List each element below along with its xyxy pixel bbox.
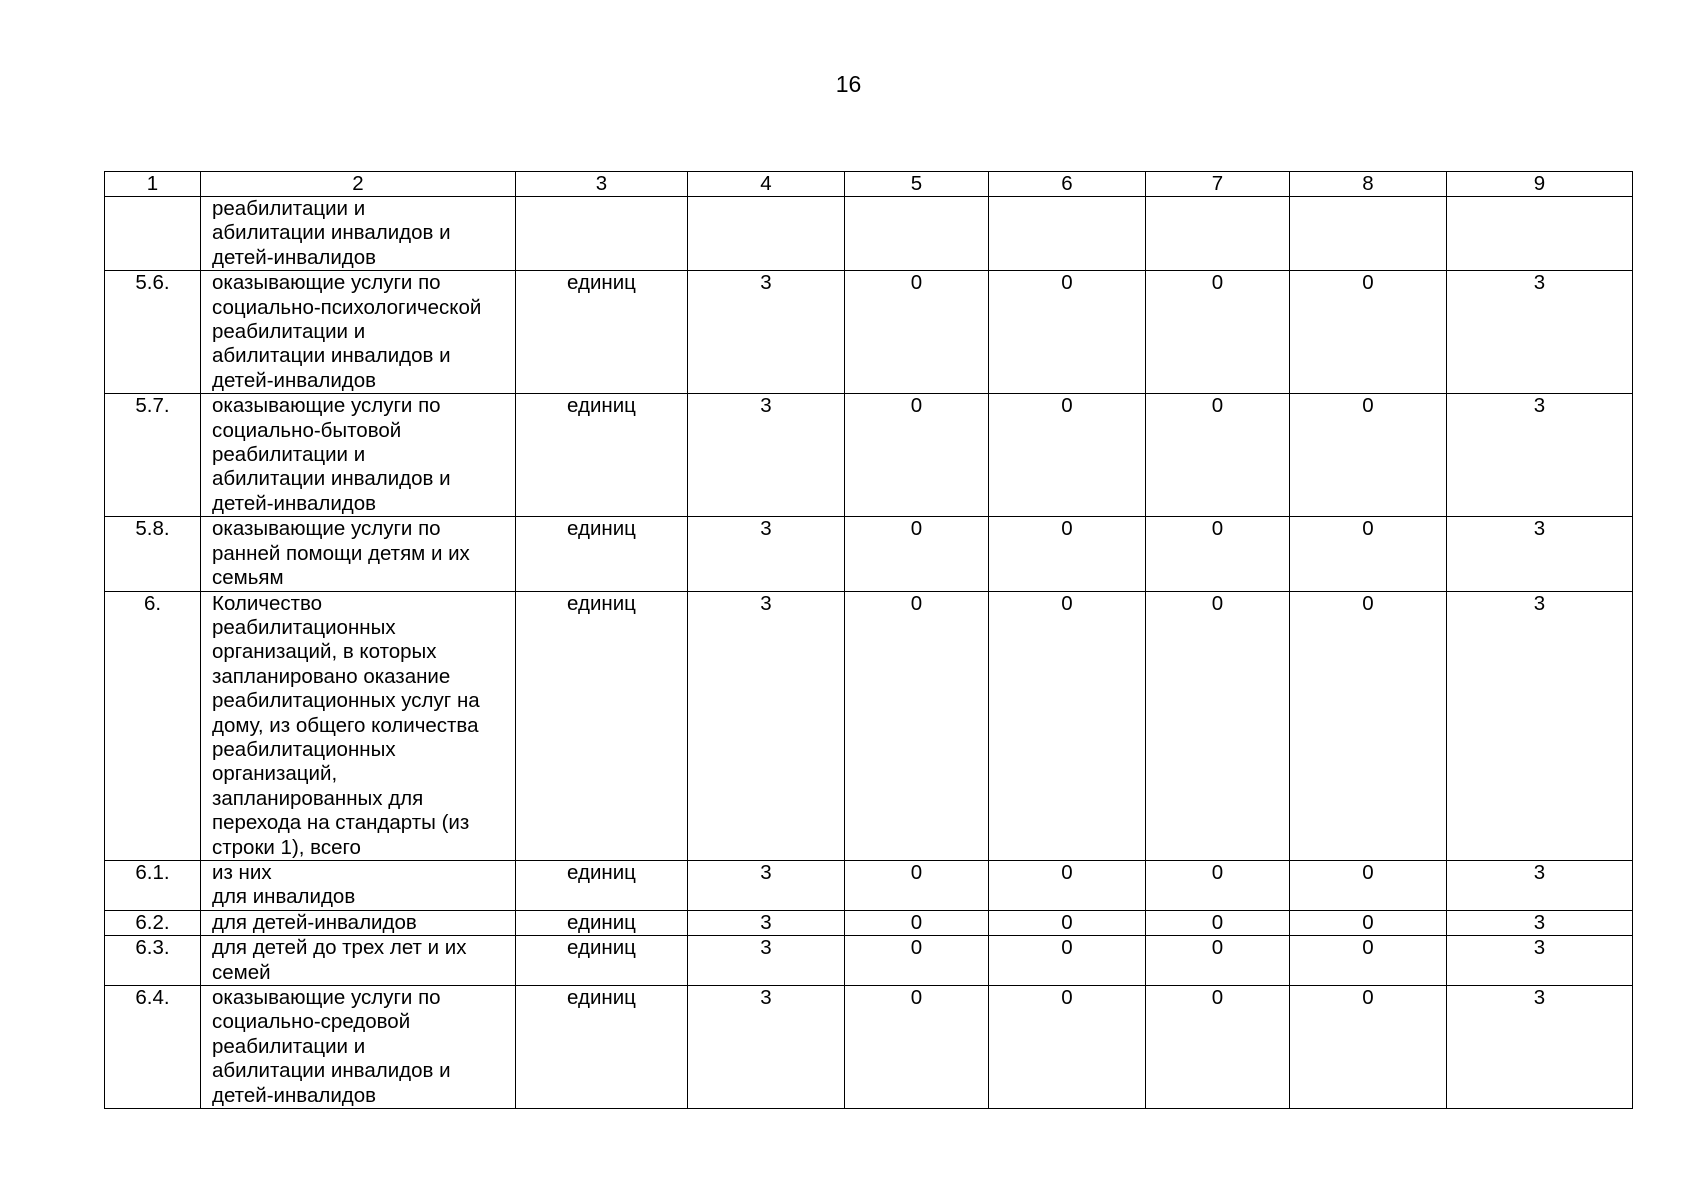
column-number: 6	[989, 172, 1146, 197]
description-line: социально-бытовой	[212, 418, 402, 442]
row-value	[688, 197, 845, 271]
description-line: организаций, в которых	[212, 640, 437, 664]
row-value: 0	[1146, 936, 1290, 986]
description-line: детей-инвалидов	[212, 491, 377, 515]
table-row	[105, 591, 1633, 860]
row-value: 3	[688, 271, 845, 394]
description-line: детей-инвалидов	[212, 1083, 377, 1107]
row-value: 0	[989, 591, 1146, 860]
row-value: 0	[1146, 591, 1290, 860]
description-line: организаций,	[212, 762, 338, 786]
column-number: 2	[201, 172, 516, 197]
description-line: ранней помощи детям и их	[212, 541, 470, 565]
row-unit	[516, 197, 688, 271]
row-value: 3	[1447, 910, 1633, 935]
description-line: дому, из общего количества	[212, 713, 479, 737]
description-line: детей-инвалидов	[212, 245, 377, 269]
row-value: 0	[845, 394, 989, 517]
row-value	[1290, 197, 1447, 271]
row-value: 0	[845, 910, 989, 935]
row-unit: единиц	[516, 910, 688, 935]
row-value: 0	[1290, 591, 1447, 860]
description-line: оказывающие услуги по	[212, 271, 441, 295]
row-value: 0	[989, 910, 1146, 935]
description-line: из них	[212, 860, 272, 884]
table-row	[105, 271, 1633, 394]
description-line: семьям	[212, 566, 284, 590]
row-description	[201, 394, 516, 517]
row-value: 0	[1146, 860, 1290, 910]
row-value: 3	[688, 394, 845, 517]
row-value: 0	[1146, 910, 1290, 935]
description-line: оказывающие услуги по	[212, 394, 441, 418]
description-line: запланировано оказание	[212, 664, 451, 688]
row-value: 3	[1447, 860, 1633, 910]
description-line: для инвалидов	[212, 885, 356, 909]
row-unit: единиц	[516, 271, 688, 394]
row-description	[201, 591, 516, 860]
description-line: оказывающие услуги по	[212, 517, 441, 541]
row-description	[201, 860, 516, 910]
row-unit: единиц	[516, 591, 688, 860]
row-value: 0	[1146, 394, 1290, 517]
description-line: семей	[212, 960, 271, 984]
row-value: 3	[1447, 517, 1633, 591]
row-number: 6.4.	[105, 986, 201, 1109]
column-number: 9	[1447, 172, 1633, 197]
row-number: 5.7.	[105, 394, 201, 517]
row-number: 5.6.	[105, 271, 201, 394]
row-value: 3	[1447, 271, 1633, 394]
table-row	[105, 517, 1633, 591]
row-value: 0	[1290, 517, 1447, 591]
description-line: абилитации инвалидов и	[212, 344, 451, 368]
row-unit: единиц	[516, 936, 688, 986]
row-description	[201, 936, 516, 986]
row-value: 0	[1290, 936, 1447, 986]
row-value: 0	[989, 986, 1146, 1109]
description-line: реабилитационных	[212, 737, 396, 761]
row-description	[201, 271, 516, 394]
row-description	[201, 517, 516, 591]
page-number: 16	[835, 71, 862, 97]
row-value: 0	[1290, 394, 1447, 517]
column-number: 8	[1290, 172, 1447, 197]
row-value: 3	[1447, 936, 1633, 986]
row-description	[201, 910, 516, 935]
row-value: 0	[1290, 860, 1447, 910]
row-number: 6.3.	[105, 936, 201, 986]
row-number: 5.8.	[105, 517, 201, 591]
row-unit: единиц	[516, 394, 688, 517]
row-value: 0	[1290, 271, 1447, 394]
row-number: 6.2.	[105, 910, 201, 935]
row-value: 3	[688, 517, 845, 591]
row-number: 6.	[105, 591, 201, 860]
table-row	[105, 936, 1633, 986]
row-value	[1447, 197, 1633, 271]
row-description	[201, 197, 516, 271]
row-value: 3	[1447, 986, 1633, 1109]
description-line: для детей-инвалидов	[212, 910, 417, 934]
row-value: 0	[989, 936, 1146, 986]
row-unit: единиц	[516, 986, 688, 1109]
column-number: 5	[845, 172, 989, 197]
column-number: 1	[105, 172, 201, 197]
description-line: для детей до трех лет и их	[212, 936, 467, 960]
row-value: 0	[989, 271, 1146, 394]
description-line: социально-средовой	[212, 1010, 411, 1034]
row-value: 3	[688, 591, 845, 860]
column-number-row	[105, 172, 1633, 197]
description-line: строки 1), всего	[212, 835, 361, 859]
row-number: 6.1.	[105, 860, 201, 910]
description-line: абилитации инвалидов и	[212, 467, 451, 491]
description-line: реабилитации и	[212, 320, 366, 344]
table-body	[105, 172, 1633, 1109]
row-value: 0	[845, 591, 989, 860]
column-number: 4	[688, 172, 845, 197]
row-value	[989, 197, 1146, 271]
row-value: 0	[989, 394, 1146, 517]
column-number: 7	[1146, 172, 1290, 197]
description-line: социально-психологической	[212, 295, 482, 319]
row-unit: единиц	[516, 860, 688, 910]
description-line: реабилитации и	[212, 197, 366, 220]
table-row	[105, 986, 1633, 1109]
row-value: 0	[989, 517, 1146, 591]
description-line: абилитации инвалидов и	[212, 1059, 451, 1083]
description-line: реабилитации и	[212, 1034, 366, 1058]
row-value: 3	[688, 936, 845, 986]
description-line: оказывающие услуги по	[212, 986, 441, 1009]
row-value: 0	[845, 860, 989, 910]
table-row	[105, 860, 1633, 910]
data-table	[104, 171, 1633, 1109]
row-unit: единиц	[516, 517, 688, 591]
row-number	[105, 197, 201, 271]
description-line: перехода на стандарты (из	[212, 811, 470, 835]
row-value: 3	[688, 860, 845, 910]
row-value: 0	[1146, 271, 1290, 394]
column-number: 3	[516, 172, 688, 197]
description-line: реабилитации и	[212, 443, 366, 467]
row-value: 3	[688, 910, 845, 935]
row-value: 0	[845, 936, 989, 986]
row-value: 0	[845, 517, 989, 591]
row-value: 0	[1290, 986, 1447, 1109]
table-row	[105, 910, 1633, 935]
description-line: абилитации инвалидов и	[212, 221, 451, 245]
description-line: реабилитационных	[212, 615, 396, 639]
row-value	[845, 197, 989, 271]
row-value: 0	[989, 860, 1146, 910]
row-value: 3	[1447, 591, 1633, 860]
row-value: 0	[845, 986, 989, 1109]
row-value: 3	[688, 986, 845, 1109]
table-row	[105, 394, 1633, 517]
description-line: детей-инвалидов	[212, 368, 377, 392]
row-value	[1146, 197, 1290, 271]
description-line: Количество	[212, 591, 323, 615]
row-value: 0	[1146, 986, 1290, 1109]
row-value: 0	[1290, 910, 1447, 935]
row-value: 3	[1447, 394, 1633, 517]
table-row	[105, 197, 1633, 271]
row-value: 0	[845, 271, 989, 394]
description-line: запланированных для	[212, 786, 424, 810]
row-description	[201, 986, 516, 1109]
row-value: 0	[1146, 517, 1290, 591]
description-line: реабилитационных услуг на	[212, 689, 480, 713]
